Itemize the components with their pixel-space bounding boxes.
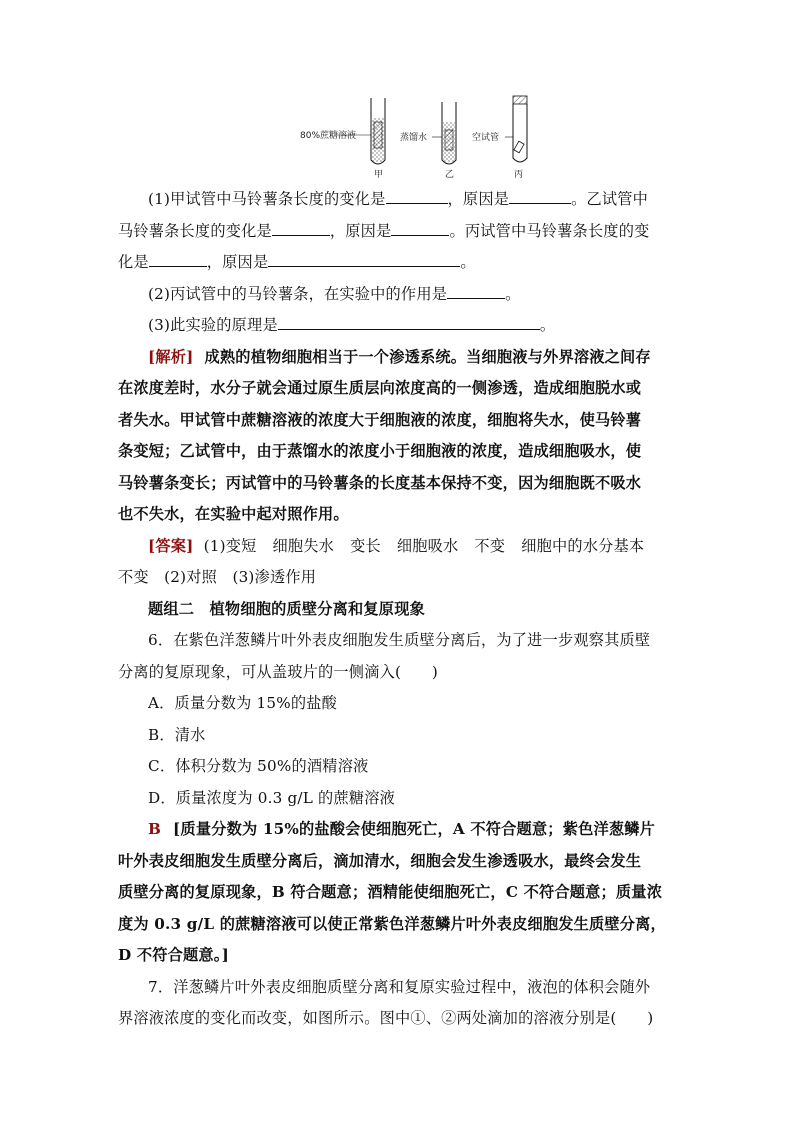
q6-explanation-line1: B [质量分数为 15%的盐酸会使细胞死亡，A 不符合题意；紫色洋葱鳞片 (148, 820, 656, 838)
potato-strip-jia (374, 122, 382, 148)
test-tube-figure (0, 0, 794, 185)
tube-yi (432, 102, 456, 164)
q6-explanation-line5: D 不符合题意。] (118, 946, 229, 964)
tube-bing (505, 96, 527, 162)
label-yi-solution: 蒸馏水 (400, 133, 428, 143)
tube-stopper (513, 96, 527, 104)
answer-blank (386, 188, 448, 204)
q1-line2: 马铃薯条长度的变化是 ，原因是 。丙试管中马铃薯条长度的变 (118, 221, 650, 240)
potato-strip-yi (445, 130, 453, 150)
label-bing-solution: 空试管 (472, 133, 500, 143)
answer-blank (149, 251, 207, 267)
analysis-line2: 在浓度差时，水分子就会通过原生质层向浓度高的一侧渗透，造成细胞脱水或 (118, 379, 642, 397)
q7-line2: 界溶液浓度的变化而改变，如图所示。图中①、②两处滴加的溶液分别是( ) (118, 1009, 654, 1027)
analysis-line6: 也不失水，在实验中起对照作用。 (118, 505, 349, 523)
answer-blank (272, 220, 330, 236)
answer-blank (509, 188, 571, 204)
q6-answer-letter: B (148, 820, 162, 838)
q6-option-a: A．质量分数为 15%的盐酸 (148, 694, 338, 712)
answer-blank (391, 220, 449, 236)
tube-label-bing: 丙 (514, 170, 524, 180)
section-title: 题组二 植物细胞的质壁分离和复原现象 (148, 599, 425, 618)
q7-line1: 7．洋葱鳞片叶外表皮细胞质壁分离和复原实验过程中，液泡的体积会随外 (148, 977, 651, 996)
q6-line1: 6．在紫色洋葱鳞片叶外表皮细胞发生质壁分离后，为了进一步观察其质壁 (148, 631, 651, 649)
analysis-line5: 马铃薯条变长；丙试管中的马铃薯条的长度基本保持不变，因为细胞既不吸水 (118, 473, 642, 492)
label-jia-solution: 80%蔗糖溶液 (300, 131, 357, 141)
q6-explanation-line2: 叶外表皮细胞发生质壁分离后，滴加清水，细胞会发生渗透吸水，最终会发生 (118, 851, 642, 870)
q2-line: (2)丙试管中的马铃薯条，在实验中的作用是 。 (148, 284, 521, 303)
q6-option-c: C．体积分数为 50%的酒精溶液 (148, 757, 369, 775)
potato-strip-bing (514, 141, 524, 153)
answer-blank (447, 283, 505, 299)
answer-blank (278, 314, 540, 330)
document-body (118, 184, 678, 1035)
answer-line1: [答案] (1)变短 细胞失水 变长 细胞吸水 不变 细胞中的水分基本 (148, 536, 645, 555)
answer-blank (268, 251, 460, 267)
analysis-line4: 条变短；乙试管中，由于蒸馏水的浓度小于细胞液的浓度，造成细胞吸水，使 (118, 442, 642, 460)
q1-line1: (1)甲试管中马铃薯条长度的变化是 ，原因是 。乙试管中 (148, 190, 649, 208)
q3-line: (3)此实验的原理是 。 (148, 316, 556, 334)
analysis-line3: 者失水。甲试管中蔗糖溶液的浓度大于细胞液的浓度，细胞将失水，使马铃薯 (118, 410, 642, 429)
q6-line2: 分离的复原现象，可从盖玻片的一侧滴入( ) (118, 662, 439, 681)
q6-explanation-line3: 质壁分离的复原现象，B 符合题意；酒精能使细胞死亡，C 不符合题意；质量浓 (118, 883, 663, 901)
answer-line2: 不变 (2)对照 (3)渗透作用 (118, 568, 317, 586)
analysis-tag: [解析] (148, 347, 194, 366)
analysis-line1: [解析] 成熟的植物细胞相当于一个渗透系统。当细胞液与外界溶液之间存 (148, 347, 651, 366)
tube-label-jia: 甲 (374, 170, 384, 180)
q6-option-d: D．质量浓度为 0.3 g/L 的蔗糖溶液 (148, 788, 395, 807)
tube-label-yi: 乙 (445, 170, 455, 180)
q6-option-b: B．清水 (148, 725, 206, 744)
answer-tag: [答案] (148, 536, 194, 555)
q6-explanation-line4: 度为 0.3 g/L 的蔗糖溶液可以使正常紫色洋葱鳞片叶外表皮细胞发生质壁分离， (118, 914, 666, 933)
test-tube-diagram (0, 0, 794, 185)
q1-line3: 化是 ，原因是 。 (118, 253, 476, 271)
